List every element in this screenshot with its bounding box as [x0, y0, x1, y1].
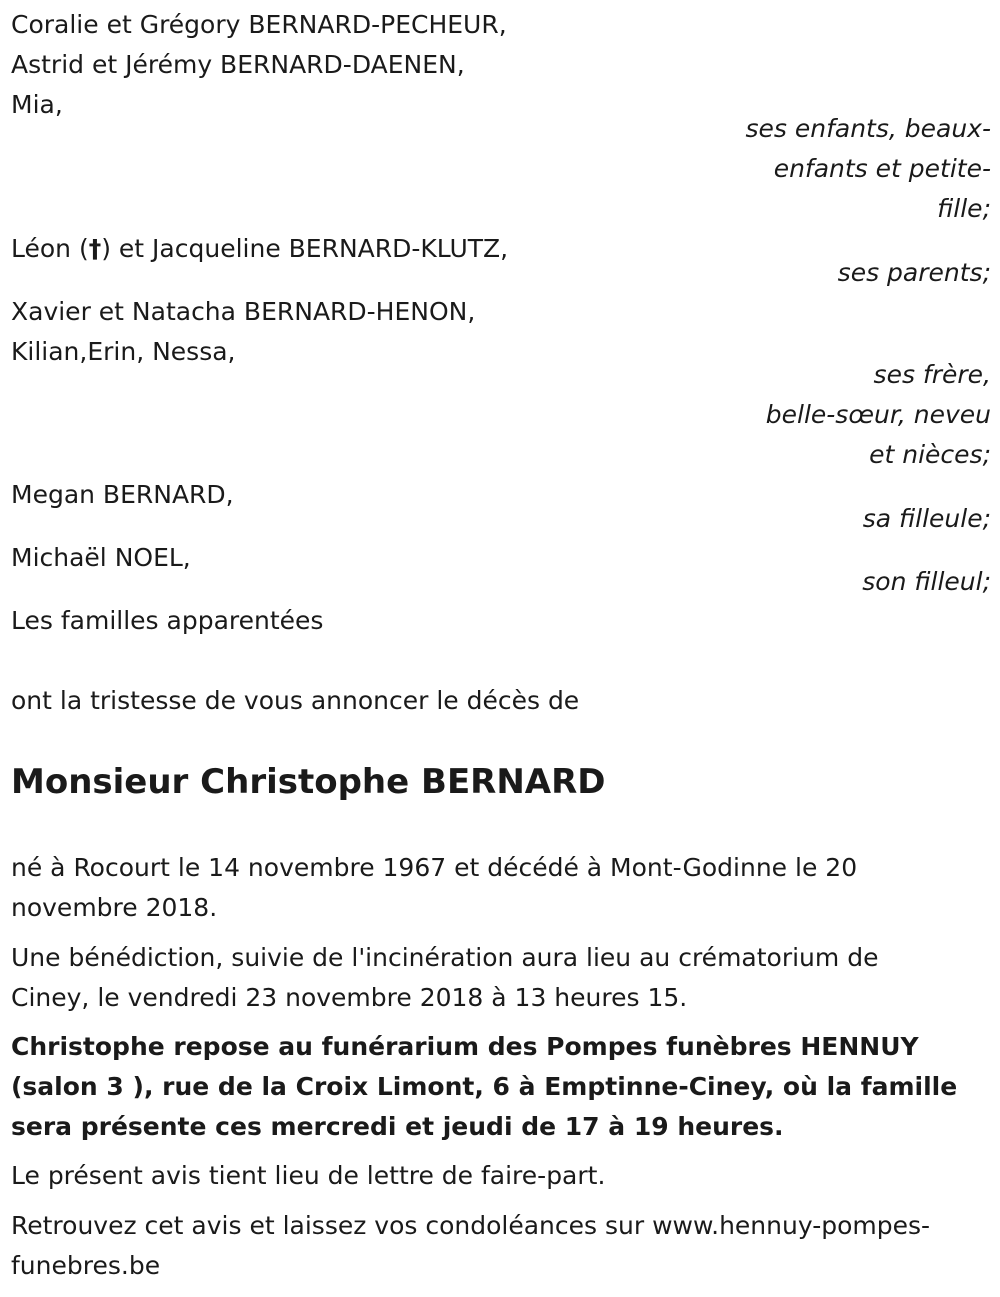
obituary-notice — [11, 0, 991, 1297]
deceased-name: Monsieur Christophe BERNARD — [11, 762, 606, 802]
relation-line: et nièces; — [869, 440, 991, 469]
relation-line: ses enfants, beaux- — [745, 114, 991, 143]
name-part: Léon ( — [11, 234, 89, 263]
family-name-line: Megan BERNARD, — [11, 480, 234, 509]
birth-death-text: novembre 2018. — [11, 893, 218, 922]
ceremony-text: Une bénédiction, suivie de l'incinération aura lieu au crématorium de — [11, 943, 879, 972]
birth-death-text: né à Rocourt le 14 novembre 1967 et décédé à Mont-Godinne le 20 — [11, 853, 858, 882]
ceremony-text: Ciney, le vendredi 23 novembre 2018 à 13 heures 15. — [11, 983, 688, 1012]
family-name-line: Michaël NOEL, — [11, 543, 191, 572]
family-name-line — [11, 233, 508, 265]
family-name-line: Astrid et Jérémy BERNARD-DAENEN, — [11, 50, 465, 79]
condolences-text: Retrouvez cet avis et laissez vos condoléances sur www.hennuy-pompes- — [11, 1211, 931, 1240]
relation-line: belle-sœur, neveu — [765, 400, 991, 429]
visitation-text: sera présente ces mercredi et jeudi de 17 à 19 heures. — [11, 1112, 784, 1141]
relation-line: fille; — [937, 194, 991, 223]
family-name-line: Mia, — [11, 90, 63, 119]
relation-line: son filleul; — [862, 567, 991, 596]
family-name-line: Coralie et Grégory BERNARD-PECHEUR, — [11, 10, 507, 39]
visitation-text: Christophe repose au funérarium des Pompes funèbres HENNUY — [11, 1032, 919, 1061]
relation-line: ses parents; — [837, 258, 991, 287]
relation-line: sa filleule; — [862, 504, 991, 533]
intro-text: ont la tristesse de vous annoncer le décès de — [11, 686, 580, 715]
visitation-text: (salon 3 ), rue de la Croix Limont, 6 à Emptinne-Ciney, où la famille — [11, 1072, 958, 1101]
relation-line: ses frère, — [873, 360, 991, 389]
family-name-line: Xavier et Natacha BERNARD-HENON, — [11, 297, 476, 326]
condolences-text: funebres.be — [11, 1251, 161, 1280]
family-name-line: Kilian,Erin, Nessa, — [11, 337, 236, 366]
name-part: ) et Jacqueline BERNARD-KLUTZ, — [101, 234, 509, 263]
relation-line: enfants et petite- — [773, 154, 991, 183]
notice-text: Le présent avis tient lieu de lettre de faire-part. — [11, 1161, 606, 1190]
cross-symbol: † — [88, 234, 102, 263]
family-name-line: Les familles apparentées — [11, 606, 324, 635]
